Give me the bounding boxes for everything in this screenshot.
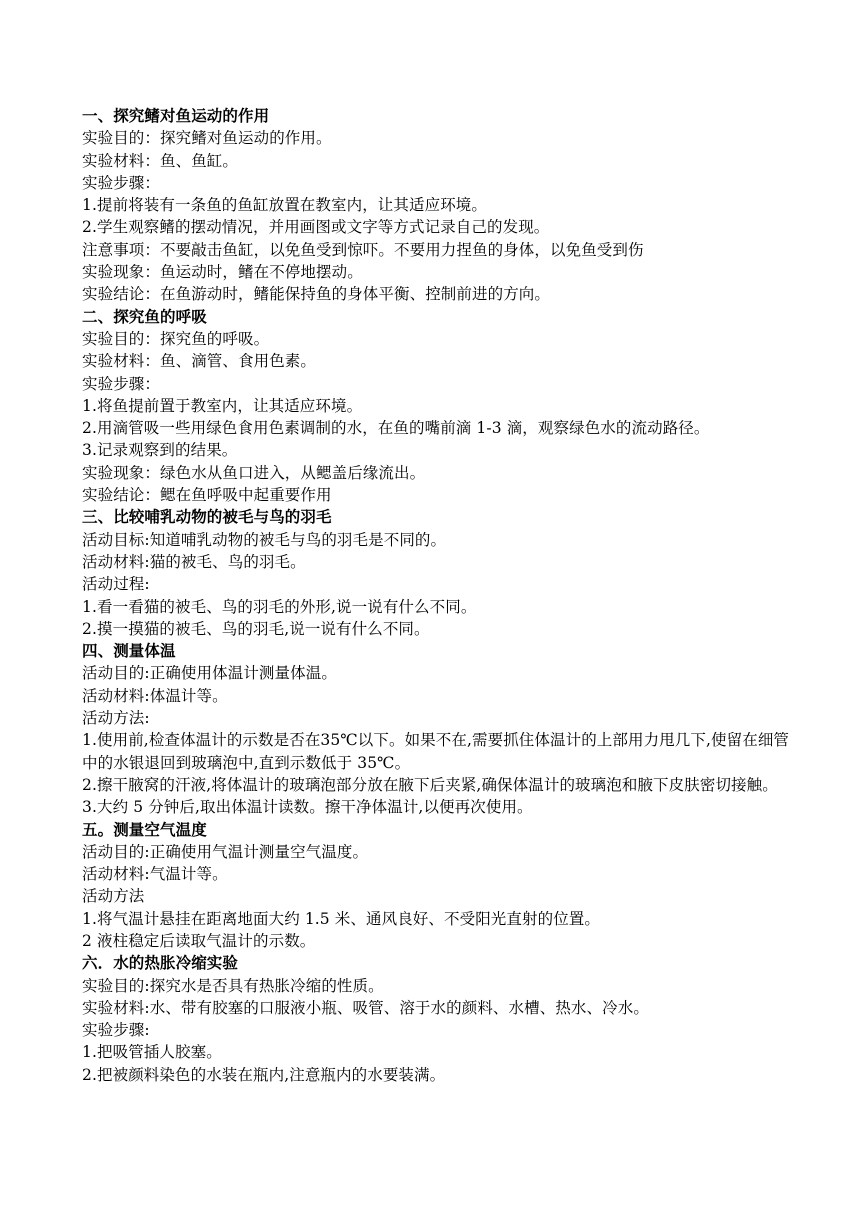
paragraph-line: 实验目的:探究水是否具有热胀冷缩的性质。	[82, 976, 384, 995]
paragraph-line: 1.将气温计悬挂在距离地面大约 1.5 米、通风良好、不受阳光直射的位置。	[82, 909, 600, 928]
paragraph-line: 活动目的:正确使用体温计测量体温。	[82, 664, 337, 683]
section-heading: 一、探究鳍对鱼运动的作用	[82, 107, 270, 125]
paragraph-line: 1.把吸管插人胶塞。	[82, 1043, 222, 1062]
paragraph-line: 2.摸一摸猫的被毛、鸟的羽毛,说一说有什么不同。	[82, 619, 430, 638]
section-heading: 四、测量体温	[82, 642, 176, 661]
paragraph-line: 1.看一看猫的被毛、鸟的羽毛的外形,说一说有什么不同。	[82, 597, 477, 616]
paragraph-line: 实验目的：探究鱼的呼吸。	[82, 329, 270, 348]
paragraph-line: 活动过程:	[82, 575, 150, 594]
document-page	[82, 105, 792, 1086]
paragraph-line: 实验现象：鱼运动时，鳍在不停地摆动。	[82, 263, 363, 282]
paragraph-line: 实验结论：在鱼游动时，鳍能保持鱼的身体平衡、控制前进的方向。	[82, 285, 551, 304]
paragraph-line: 注意事项：不要敲击鱼缸，以免鱼受到惊吓。不要用力捏鱼的身体，以免鱼受到伤	[82, 240, 644, 259]
paragraph-line: 实验目的：探究鳍对鱼运动的作用。	[82, 129, 332, 148]
paragraph-line: 实验材料：鱼、滴管、食用色素。	[82, 352, 317, 371]
section-heading: 六．水的热胀冷缩实验	[82, 954, 239, 973]
paragraph-line: 2.擦干腋窝的汗液,将体温计的玻璃泡部分放在腋下后夹紧,确保体温计的玻璃泡和腋下皮肤密切接触。	[82, 775, 778, 794]
section-heading: 二、探究鱼的呼吸	[82, 307, 207, 326]
paragraph-line: 2.用滴管吸一些用绿色食用色素调制的水，在鱼的嘴前滴 1-3 滴，观察绿色水的流动路径。	[82, 419, 710, 438]
section-heading: 三、比较哺乳动物的被毛与鸟的羽毛	[82, 508, 332, 527]
paragraph-line: 活动方法:	[82, 709, 150, 728]
paragraph-line: 活动目标:知道哺乳动物的被毛与鸟的羽毛是不同的。	[82, 530, 447, 549]
paragraph-line: 实验结论：鳃在鱼呼吸中起重要作用	[82, 486, 332, 505]
paragraph-line: 实验步骤:	[82, 1021, 150, 1040]
paragraph-line: 2 液柱稳定后读取气温计的示数。	[82, 931, 316, 950]
paragraph-line: 1.使用前,检查体温计的示数是否在35℃以下。如果不在,需要抓住体温计的上部用力甩几下,使留在细管中的水银退回到玻璃泡中,直到示数低于 35℃。	[82, 731, 790, 772]
paragraph-line: 活动材料:气温计等。	[82, 865, 228, 884]
paragraph-line: 2.学生观察鳍的摆动情况，并用画图或文字等方式记录自己的发现。	[82, 218, 550, 237]
paragraph-line: 1.提前将装有一条鱼的鱼缸放置在教室内，让其适应环境。	[82, 196, 487, 215]
paragraph-line: 1.将鱼提前置于教室内，让其适应环境。	[82, 396, 363, 415]
paragraph-line: 活动材料:猫的被毛、鸟的羽毛。	[82, 552, 306, 571]
paragraph-line: 实验步骤：	[82, 173, 161, 192]
paragraph-line: 实验材料：鱼、鱼缸。	[82, 151, 239, 170]
paragraph-line: 3.记录观察到的结果。	[82, 441, 238, 460]
section-heading: 五。测量空气温度	[82, 820, 207, 839]
paragraph-line: 实验步骤：	[82, 374, 161, 393]
paragraph-line: 实验材料:水、带有胶塞的口服液小瓶、吸管、溶于水的颜料、水槽、热水、冷水。	[82, 998, 649, 1017]
paragraph-line: 2.把被颜料染色的水装在瓶内,注意瓶内的水要装满。	[82, 1065, 446, 1084]
paragraph-line: 3.大约 5 分钟后,取出体温计读数。擦干净体温计,以便再次使用。	[82, 798, 533, 817]
paragraph-line: 活动方法	[82, 887, 145, 906]
paragraph-line: 活动目的:正确使用气温计测量空气温度。	[82, 842, 369, 861]
paragraph-line: 实验现象：绿色水从鱼口进入，从鳃盖后缘流出。	[82, 463, 426, 482]
paragraph-line: 活动材料:体温计等。	[82, 686, 228, 705]
